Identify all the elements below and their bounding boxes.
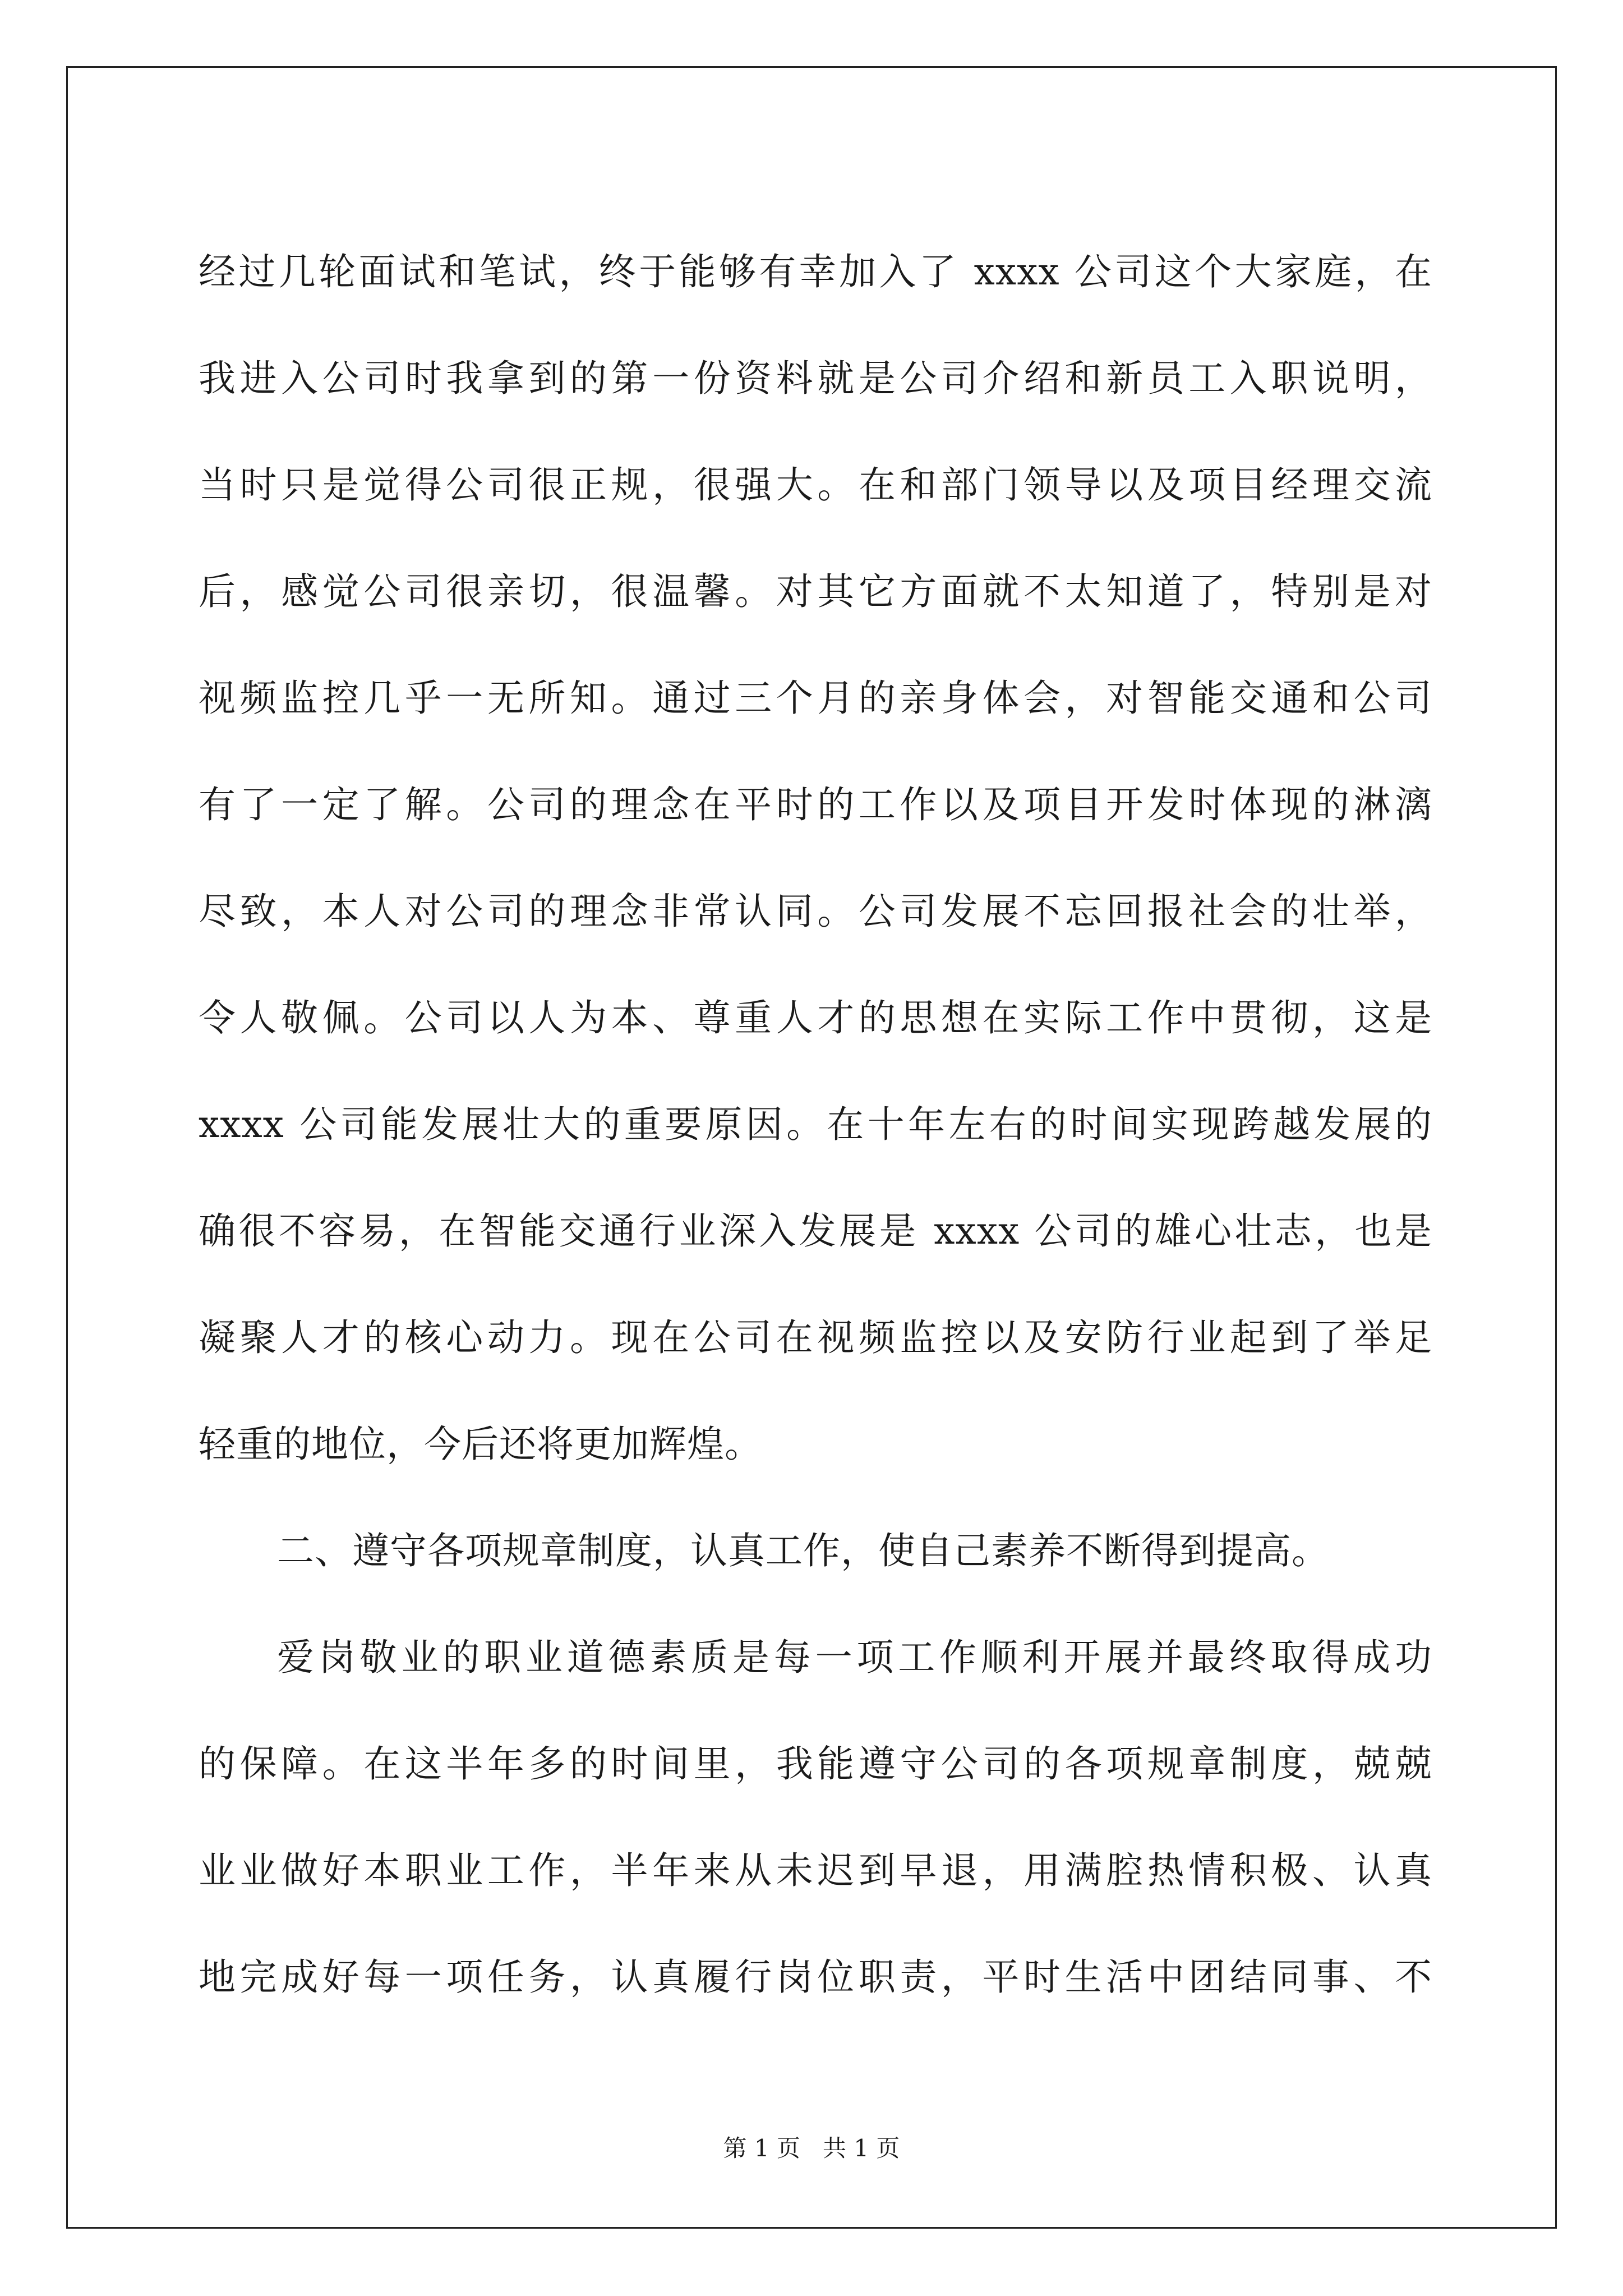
text-line: 的保障。在这半年多的时间里，我能遵守公司的各项规章制度，兢兢 [199, 1742, 1432, 1786]
text-line: 后，感觉公司很亲切，很温馨。对其它方面就不太知道了，特别是对 [199, 570, 1432, 613]
total-pages: 共 1 页 [823, 2134, 900, 2162]
text-line: 业业做好本职业工作，半年来从未迟到早退，用满腔热情积极、认真 [199, 1849, 1432, 1892]
text-line: 有了一定了解。公司的理念在平时的工作以及项目开发时体现的淋漓 [199, 783, 1432, 826]
text-line: 凝聚人才的核心动力。现在公司在视频监控以及安防行业起到了举足 [199, 1316, 1432, 1359]
text-line: 当时只是觉得公司很正规，很强大。在和部门领导以及项目经理交流 [199, 463, 1432, 507]
text-line: 爱岗敬业的职业道德素质是每一项工作顺利开展并最终取得成功 [277, 1636, 1432, 1679]
text-line: 经过几轮面试和笔试，终于能够有幸加入了 xxxx 公司这个大家庭，在 [199, 250, 1432, 293]
text-line: 地完成好每一项任务，认真履行岗位职责，平时生活中团结同事、不 [199, 1955, 1432, 1999]
text-line: 令人敬佩。公司以人为本、尊重人才的思想在实际工作中贯彻，这是 [199, 996, 1432, 1039]
paragraph-2 [199, 1604, 1432, 2031]
text-line: 确很不容易，在智能交通行业深入发展是 xxxx 公司的雄心壮志，也是 [199, 1209, 1432, 1253]
text-line: 视频监控几乎一无所知。通过三个月的亲身体会，对智能交通和公司 [199, 677, 1432, 720]
page-number: 第 1 页 [723, 2134, 800, 2162]
text-line: xxxx 公司能发展壮大的重要原因。在十年左右的时间实现跨越发展的 [199, 1103, 1432, 1146]
text-line: 我进入公司时我拿到的第一份资料就是公司介绍和新员工入职说明， [199, 357, 1432, 400]
text-line: 尽致，本人对公司的理念非常认同。公司发展不忘回报社会的壮举， [199, 890, 1432, 933]
document-body [199, 219, 1432, 2031]
paragraph-1 [199, 219, 1432, 1498]
page-footer [0, 2132, 1623, 2165]
text-line: 轻重的地位，今后还将更加辉煌。 [199, 1423, 762, 1466]
section-heading: 二、遵守各项规章制度，认真工作，使自己素养不断得到提高。 [277, 1529, 1329, 1572]
